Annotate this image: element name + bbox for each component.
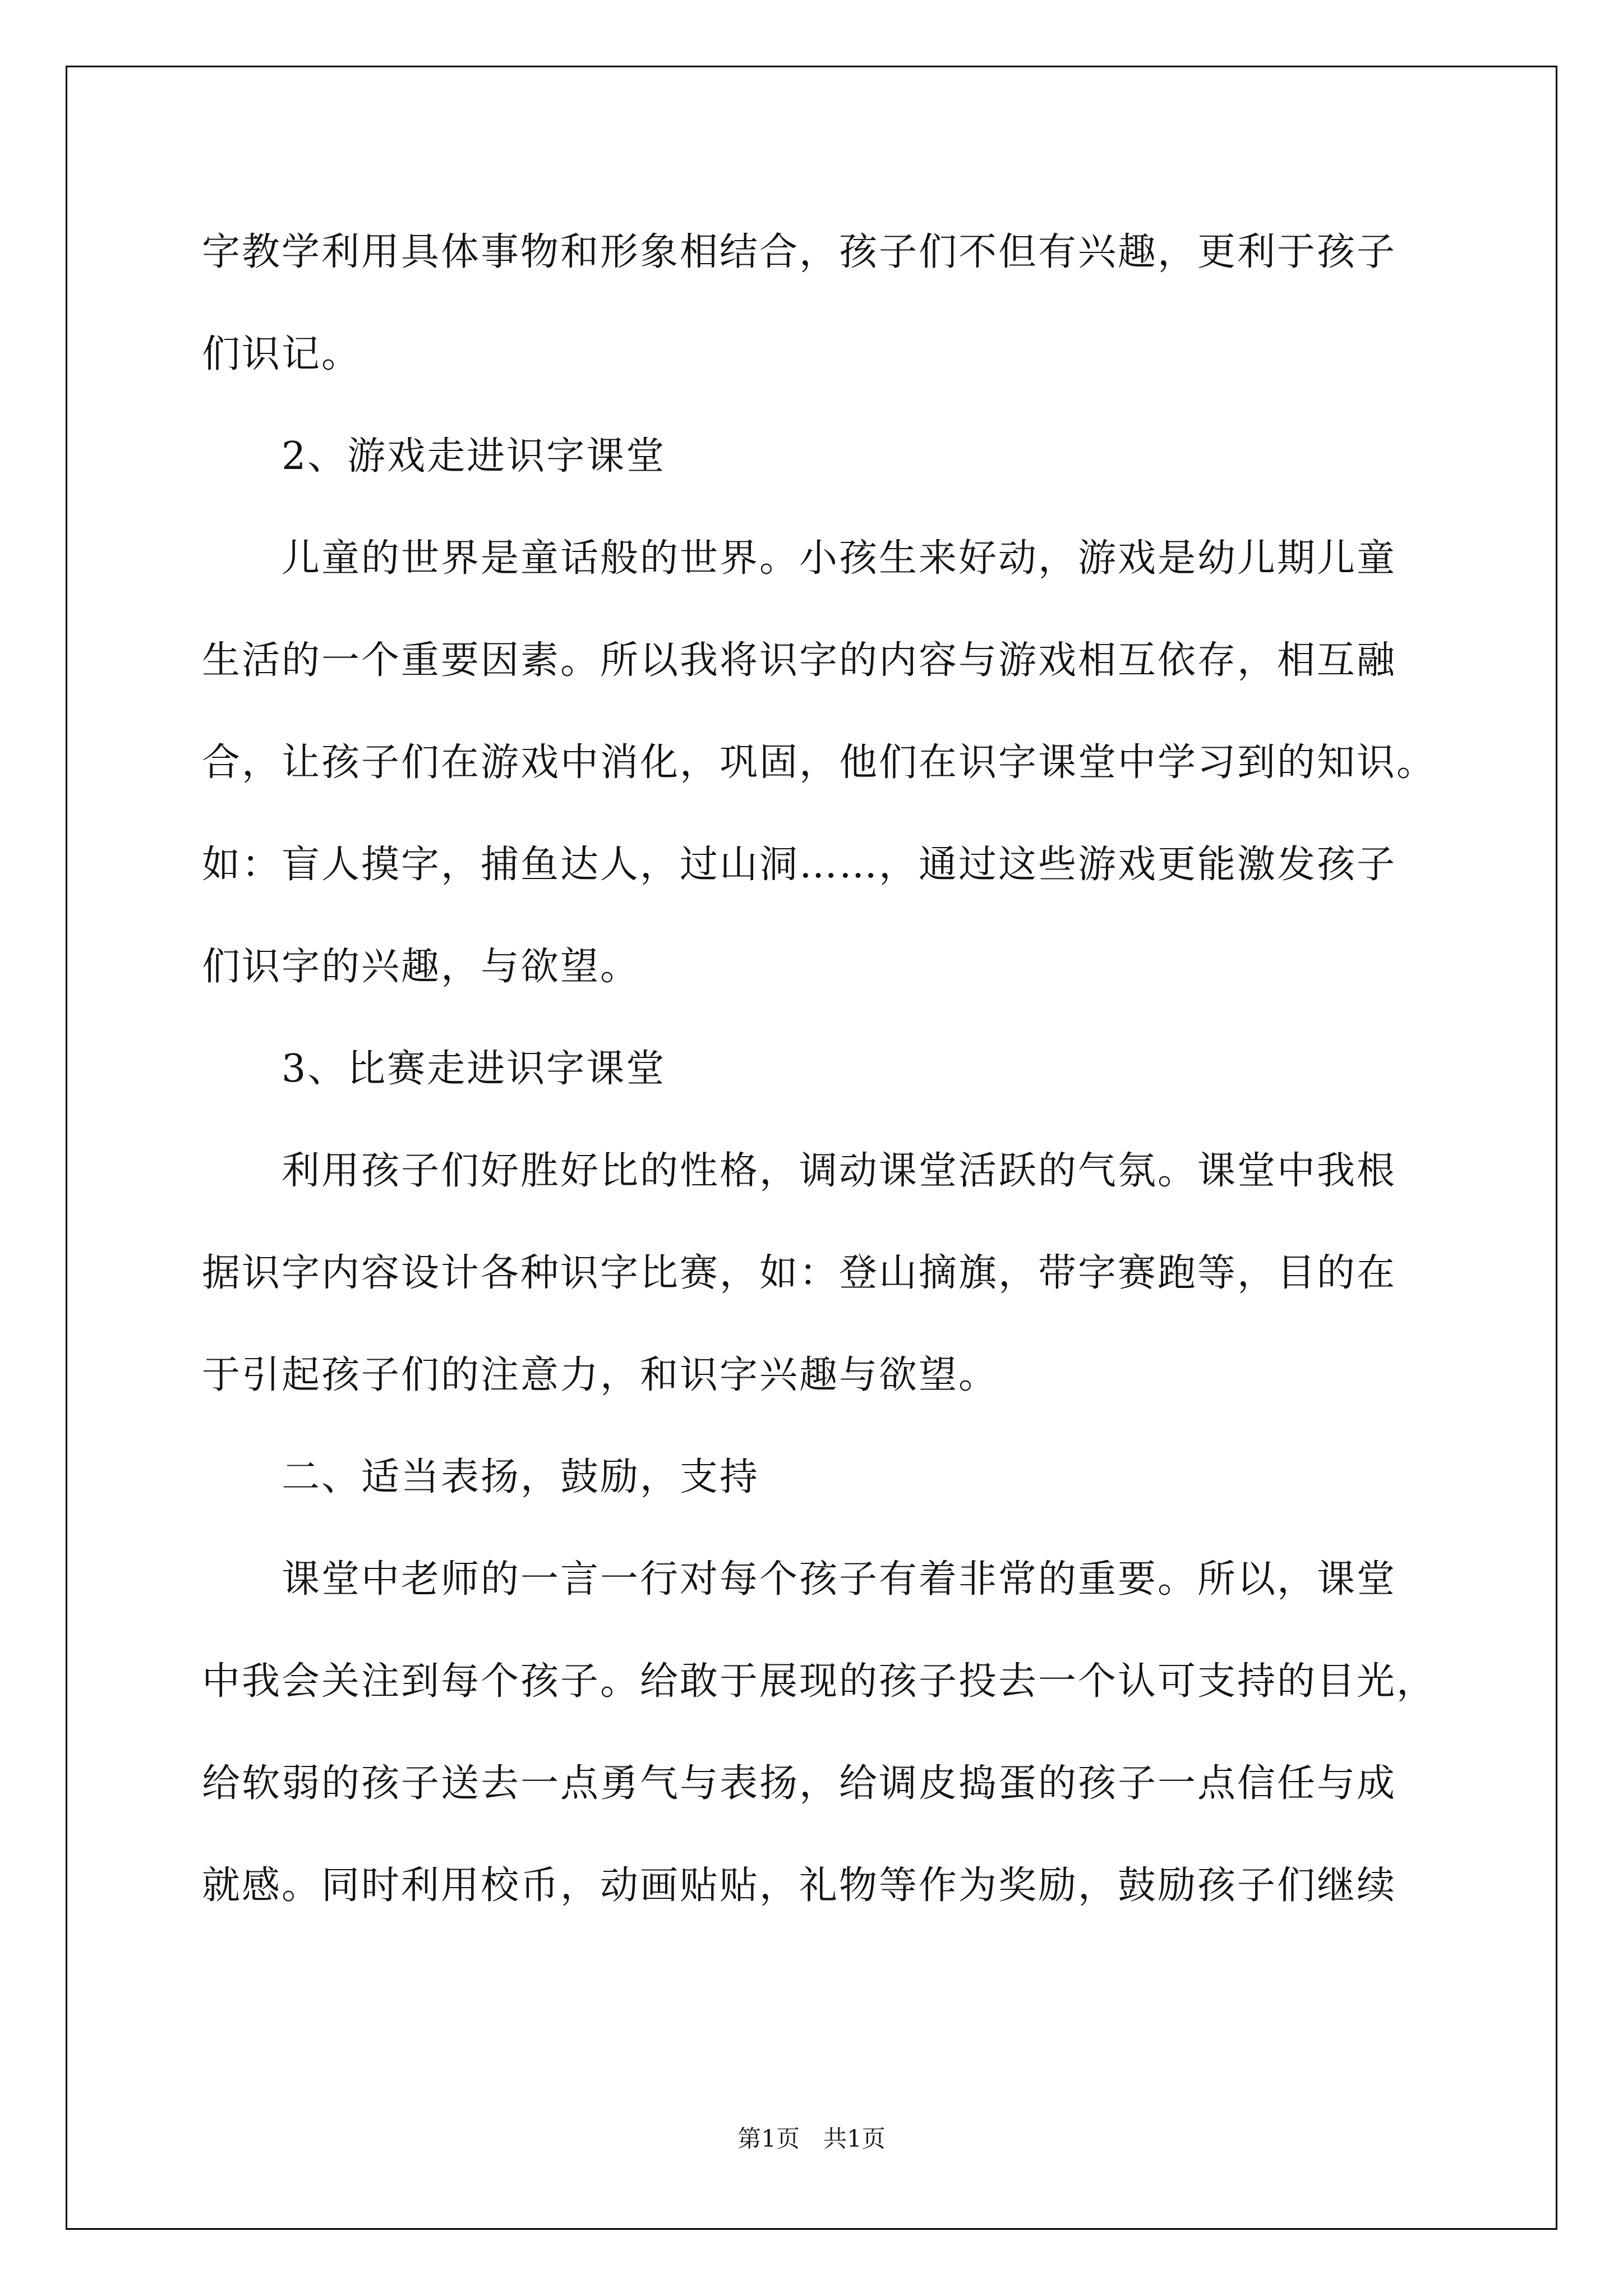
text-line: 如：盲人摸字，捕鱼达人，过山洞……，通过这些游戏更能激发孩子 xyxy=(202,843,1397,887)
section-heading: 二、适当表扬，鼓励，支持 xyxy=(202,1455,760,1499)
text-line: 们识字的兴趣，与欲望。 xyxy=(202,945,640,989)
text-line: 合，让孩子们在游戏中消化，巩固，他们在识字课堂中学习到的知识。 xyxy=(202,740,1437,785)
page-footer: 第1页 共1页 xyxy=(737,2125,886,2152)
text-line: 就感。同时利用校币，动画贴贴，礼物等作为奖励，鼓励孩子们继续 xyxy=(202,1864,1397,1908)
section-heading: 2、游戏走进识字课堂 xyxy=(202,434,666,478)
text-line: 课堂中老师的一言一行对每个孩子有着非常的重要。所以，课堂 xyxy=(202,1557,1397,1602)
text-line: 利用孩子们好胜好比的性格，调动课堂活跃的气氛。课堂中我根 xyxy=(202,1149,1397,1193)
text-line: 字教学利用具体事物和形象相结合，孩子们不但有兴趣，更利于孩子 xyxy=(202,230,1397,274)
text-line: 给软弱的孩子送去一点勇气与表扬，给调皮捣蛋的孩子一点信任与成 xyxy=(202,1761,1397,1806)
text-line: 们识记。 xyxy=(202,332,362,376)
section-heading: 3、比赛走进识字课堂 xyxy=(202,1047,666,1091)
text-line: 生活的一个重要因素。所以我将识字的内容与游戏相互依存，相互融 xyxy=(202,638,1397,683)
text-line: 据识字内容设计各种识字比赛，如：登山摘旗，带字赛跑等，目的在 xyxy=(202,1251,1397,1295)
text-line: 于引起孩子们的注意力，和识字兴趣与欲望。 xyxy=(202,1353,999,1397)
text-line: 中我会关注到每个孩子。给敢于展现的孩子投去一个认可支持的目光， xyxy=(202,1659,1437,1704)
text-line: 儿童的世界是童话般的世界。小孩生来好动，游戏是幼儿期儿童 xyxy=(202,536,1397,581)
